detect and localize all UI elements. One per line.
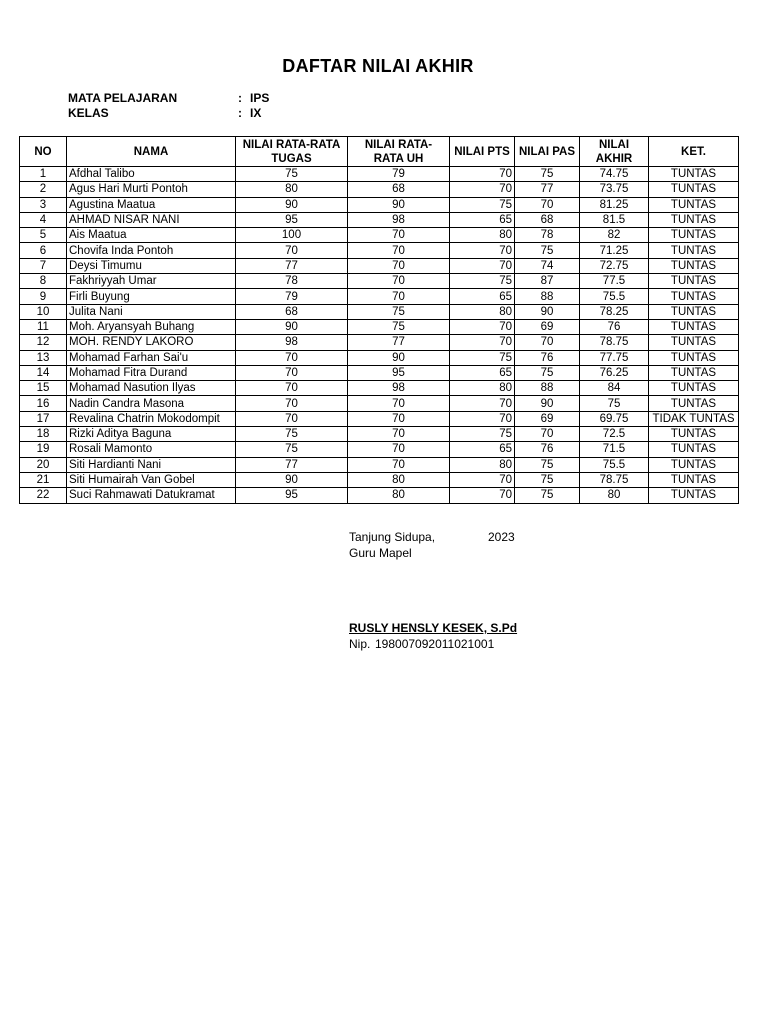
cell-ket: TUNTAS <box>649 258 739 273</box>
cell-no: 9 <box>20 289 67 304</box>
cell-ket: TUNTAS <box>649 243 739 258</box>
cell-nilai-uh: 70 <box>348 411 450 426</box>
cell-nilai-uh: 79 <box>348 167 450 182</box>
cell-nilai-akhir: 80 <box>580 488 649 503</box>
cell-nama: Fakhriyyah Umar <box>67 274 236 289</box>
meta-subject-label: MATA PELAJARAN <box>68 91 178 105</box>
table-row <box>20 457 739 472</box>
cell-nilai-pas: 88 <box>515 289 580 304</box>
meta-subject-value: IPS <box>250 91 270 105</box>
cell-nilai-tugas: 95 <box>236 488 348 503</box>
cell-no: 22 <box>20 488 67 503</box>
cell-nilai-akhir: 81.5 <box>580 212 649 227</box>
cell-nama: Moh. Aryansyah Buhang <box>67 319 236 334</box>
cell-nilai-tugas: 75 <box>236 167 348 182</box>
cell-nilai-tugas: 90 <box>236 472 348 487</box>
cell-ket: TUNTAS <box>649 365 739 380</box>
cell-nilai-akhir: 75.5 <box>580 457 649 472</box>
cell-nilai-pts: 75 <box>450 427 515 442</box>
table-row <box>20 212 739 227</box>
table-row <box>20 442 739 457</box>
signature-year: 2023 <box>488 530 515 544</box>
table-row <box>20 167 739 182</box>
cell-nilai-uh: 98 <box>348 212 450 227</box>
cell-nilai-pts: 70 <box>450 335 515 350</box>
cell-nilai-pts: 70 <box>450 319 515 334</box>
cell-nilai-pts: 80 <box>450 457 515 472</box>
cell-no: 8 <box>20 274 67 289</box>
cell-nilai-uh: 70 <box>348 243 450 258</box>
cell-ket: TUNTAS <box>649 319 739 334</box>
cell-nilai-pts: 65 <box>450 442 515 457</box>
cell-nama: Mohamad Fitra Durand <box>67 365 236 380</box>
cell-ket: TUNTAS <box>649 274 739 289</box>
cell-nilai-tugas: 79 <box>236 289 348 304</box>
cell-nama: Siti Humairah Van Gobel <box>67 472 236 487</box>
table-row <box>20 319 739 334</box>
table-row <box>20 335 739 350</box>
cell-nilai-uh: 77 <box>348 335 450 350</box>
cell-nilai-pts: 80 <box>450 381 515 396</box>
table-row <box>20 411 739 426</box>
cell-nilai-pts: 70 <box>450 411 515 426</box>
cell-nilai-tugas: 68 <box>236 304 348 319</box>
cell-nilai-tugas: 90 <box>236 197 348 212</box>
table-row <box>20 304 739 319</box>
table-row <box>20 243 739 258</box>
cell-nama: Mohamad Nasution Ilyas <box>67 381 236 396</box>
meta-class-value: IX <box>250 106 262 120</box>
cell-nilai-akhir: 78.75 <box>580 335 649 350</box>
header-nilai-uh: NILAI RATA-RATA UH <box>348 137 450 167</box>
cell-nilai-pas: 87 <box>515 274 580 289</box>
cell-no: 21 <box>20 472 67 487</box>
cell-nilai-pts: 75 <box>450 197 515 212</box>
cell-nilai-uh: 98 <box>348 381 450 396</box>
cell-nama: Rizki Aditya Baguna <box>67 427 236 442</box>
cell-nilai-uh: 90 <box>348 350 450 365</box>
cell-no: 18 <box>20 427 67 442</box>
header-nama: NAMA <box>67 137 236 167</box>
cell-no: 11 <box>20 319 67 334</box>
cell-nama: Mohamad Farhan Sai'u <box>67 350 236 365</box>
cell-nilai-uh: 75 <box>348 304 450 319</box>
cell-ket: TUNTAS <box>649 381 739 396</box>
cell-no: 6 <box>20 243 67 258</box>
table-row <box>20 396 739 411</box>
cell-nilai-akhir: 78.25 <box>580 304 649 319</box>
cell-nilai-uh: 80 <box>348 488 450 503</box>
cell-no: 16 <box>20 396 67 411</box>
cell-nilai-akhir: 71.25 <box>580 243 649 258</box>
signature-role: Guru Mapel <box>349 546 412 560</box>
cell-no: 20 <box>20 457 67 472</box>
cell-nilai-pts: 75 <box>450 274 515 289</box>
cell-nilai-pts: 70 <box>450 488 515 503</box>
table-row <box>20 289 739 304</box>
cell-no: 19 <box>20 442 67 457</box>
cell-nama: Ais Maatua <box>67 228 236 243</box>
cell-nilai-akhir: 77.75 <box>580 350 649 365</box>
signature-nip-label: Nip. <box>349 637 371 651</box>
cell-nilai-pas: 70 <box>515 335 580 350</box>
header-nilai-akhir: NILAI AKHIR <box>580 137 649 167</box>
cell-ket: TUNTAS <box>649 167 739 182</box>
cell-nilai-pas: 74 <box>515 258 580 273</box>
cell-nilai-akhir: 73.75 <box>580 182 649 197</box>
cell-nama: Revalina Chatrin Mokodompit <box>67 411 236 426</box>
cell-nama: Nadin Candra Masona <box>67 396 236 411</box>
cell-nilai-pts: 70 <box>450 258 515 273</box>
cell-nilai-pas: 70 <box>515 427 580 442</box>
cell-nilai-uh: 70 <box>348 396 450 411</box>
cell-nilai-pas: 75 <box>515 488 580 503</box>
cell-no: 2 <box>20 182 67 197</box>
table-row <box>20 350 739 365</box>
cell-nilai-pas: 70 <box>515 197 580 212</box>
cell-no: 13 <box>20 350 67 365</box>
cell-no: 12 <box>20 335 67 350</box>
cell-nilai-akhir: 72.5 <box>580 427 649 442</box>
cell-ket: TUNTAS <box>649 396 739 411</box>
cell-nama: AHMAD NISAR NANI <box>67 212 236 227</box>
cell-nilai-uh: 70 <box>348 258 450 273</box>
cell-nilai-akhir: 76.25 <box>580 365 649 380</box>
cell-nilai-akhir: 77.5 <box>580 274 649 289</box>
cell-nilai-pts: 65 <box>450 212 515 227</box>
table-row <box>20 427 739 442</box>
cell-no: 14 <box>20 365 67 380</box>
cell-nilai-pts: 70 <box>450 182 515 197</box>
cell-nilai-pas: 90 <box>515 304 580 319</box>
cell-nilai-tugas: 75 <box>236 442 348 457</box>
table-row <box>20 472 739 487</box>
meta-class-colon: : <box>238 106 242 120</box>
cell-nilai-tugas: 70 <box>236 243 348 258</box>
table-row <box>20 258 739 273</box>
table-row <box>20 197 739 212</box>
cell-nilai-pas: 88 <box>515 381 580 396</box>
cell-ket: TUNTAS <box>649 427 739 442</box>
cell-nilai-uh: 70 <box>348 427 450 442</box>
cell-nilai-tugas: 70 <box>236 350 348 365</box>
cell-nilai-uh: 90 <box>348 197 450 212</box>
signature-name: RUSLY HENSLY KESEK, S.Pd <box>349 621 518 635</box>
cell-nilai-pts: 80 <box>450 228 515 243</box>
cell-nilai-akhir: 72.75 <box>580 258 649 273</box>
cell-ket: TUNTAS <box>649 350 739 365</box>
cell-nilai-akhir: 69.75 <box>580 411 649 426</box>
cell-nilai-pts: 70 <box>450 243 515 258</box>
cell-ket: TIDAK TUNTAS <box>649 411 739 426</box>
cell-no: 7 <box>20 258 67 273</box>
cell-nama: Siti Hardianti Nani <box>67 457 236 472</box>
cell-nilai-pas: 77 <box>515 182 580 197</box>
table-row <box>20 228 739 243</box>
signature-nip-value: 198007092011021001 <box>375 637 495 651</box>
cell-no: 15 <box>20 381 67 396</box>
cell-nilai-uh: 70 <box>348 442 450 457</box>
document-title: DAFTAR NILAI AKHIR <box>282 56 474 76</box>
header-nilai-pts: NILAI PTS <box>450 137 515 167</box>
cell-nilai-tugas: 77 <box>236 457 348 472</box>
cell-nilai-pas: 75 <box>515 167 580 182</box>
cell-ket: TUNTAS <box>649 228 739 243</box>
header-ket: KET. <box>649 137 739 167</box>
cell-no: 10 <box>20 304 67 319</box>
cell-nama: Deysi Timumu <box>67 258 236 273</box>
table-row <box>20 365 739 380</box>
cell-ket: TUNTAS <box>649 182 739 197</box>
meta-subject-colon: : <box>238 91 242 105</box>
cell-no: 1 <box>20 167 67 182</box>
header-nilai-pas: NILAI PAS <box>515 137 580 167</box>
cell-nilai-uh: 70 <box>348 457 450 472</box>
cell-nilai-tugas: 98 <box>236 335 348 350</box>
cell-nama: MOH. RENDY LAKORO <box>67 335 236 350</box>
table-row <box>20 274 739 289</box>
cell-nilai-pas: 75 <box>515 472 580 487</box>
cell-ket: TUNTAS <box>649 488 739 503</box>
cell-nilai-tugas: 70 <box>236 396 348 411</box>
table-row <box>20 488 739 503</box>
cell-nilai-tugas: 70 <box>236 381 348 396</box>
cell-ket: TUNTAS <box>649 472 739 487</box>
table-header-row <box>20 137 739 167</box>
cell-nilai-pts: 65 <box>450 365 515 380</box>
cell-nilai-pas: 75 <box>515 457 580 472</box>
cell-nilai-tugas: 70 <box>236 411 348 426</box>
cell-nilai-uh: 75 <box>348 319 450 334</box>
cell-nilai-tugas: 78 <box>236 274 348 289</box>
cell-nilai-pts: 80 <box>450 304 515 319</box>
cell-nilai-tugas: 90 <box>236 319 348 334</box>
cell-nilai-uh: 80 <box>348 472 450 487</box>
cell-nilai-uh: 68 <box>348 182 450 197</box>
cell-nilai-tugas: 100 <box>236 228 348 243</box>
cell-nilai-pas: 68 <box>515 212 580 227</box>
cell-nilai-tugas: 77 <box>236 258 348 273</box>
cell-ket: TUNTAS <box>649 212 739 227</box>
cell-nilai-akhir: 76 <box>580 319 649 334</box>
cell-nilai-uh: 95 <box>348 365 450 380</box>
cell-no: 3 <box>20 197 67 212</box>
cell-ket: TUNTAS <box>649 457 739 472</box>
table-body <box>20 167 739 504</box>
cell-nilai-pas: 69 <box>515 319 580 334</box>
header-nilai-tugas: NILAI RATA-RATA TUGAS <box>236 137 348 167</box>
cell-nama: Afdhal Talibo <box>67 167 236 182</box>
cell-nilai-uh: 70 <box>348 228 450 243</box>
cell-nilai-pts: 70 <box>450 472 515 487</box>
cell-nilai-akhir: 84 <box>580 381 649 396</box>
cell-nilai-tugas: 80 <box>236 182 348 197</box>
cell-no: 17 <box>20 411 67 426</box>
cell-nama: Julita Nani <box>67 304 236 319</box>
cell-nama: Suci Rahmawati Datukramat <box>67 488 236 503</box>
cell-nilai-akhir: 75.5 <box>580 289 649 304</box>
cell-nilai-pts: 65 <box>450 289 515 304</box>
cell-nilai-akhir: 74.75 <box>580 167 649 182</box>
cell-nilai-tugas: 95 <box>236 212 348 227</box>
cell-nilai-pas: 76 <box>515 350 580 365</box>
cell-nilai-pas: 90 <box>515 396 580 411</box>
cell-nilai-akhir: 82 <box>580 228 649 243</box>
cell-nilai-pas: 76 <box>515 442 580 457</box>
cell-no: 5 <box>20 228 67 243</box>
cell-nilai-uh: 70 <box>348 289 450 304</box>
cell-ket: TUNTAS <box>649 335 739 350</box>
meta-class-label: KELAS <box>68 106 109 120</box>
grades-table <box>19 136 739 504</box>
cell-nilai-akhir: 78.75 <box>580 472 649 487</box>
cell-ket: TUNTAS <box>649 304 739 319</box>
cell-nilai-akhir: 75 <box>580 396 649 411</box>
cell-nilai-pas: 69 <box>515 411 580 426</box>
table-row <box>20 182 739 197</box>
cell-nilai-pts: 70 <box>450 396 515 411</box>
cell-nilai-pas: 75 <box>515 365 580 380</box>
cell-no: 4 <box>20 212 67 227</box>
signature-place: Tanjung Sidupa, <box>349 530 436 544</box>
cell-nama: Rosali Mamonto <box>67 442 236 457</box>
cell-ket: TUNTAS <box>649 197 739 212</box>
cell-ket: TUNTAS <box>649 442 739 457</box>
cell-nilai-pts: 70 <box>450 167 515 182</box>
cell-nama: Agustina Maatua <box>67 197 236 212</box>
cell-nama: Firli Buyung <box>67 289 236 304</box>
cell-nilai-tugas: 75 <box>236 427 348 442</box>
cell-nilai-pas: 78 <box>515 228 580 243</box>
cell-nilai-pas: 75 <box>515 243 580 258</box>
cell-nilai-pts: 75 <box>450 350 515 365</box>
cell-nilai-akhir: 81.25 <box>580 197 649 212</box>
cell-nama: Chovifa Inda Pontoh <box>67 243 236 258</box>
cell-nilai-uh: 70 <box>348 274 450 289</box>
cell-nilai-akhir: 71.5 <box>580 442 649 457</box>
table-row <box>20 381 739 396</box>
cell-nama: Agus Hari Murti Pontoh <box>67 182 236 197</box>
header-no: NO <box>20 137 67 167</box>
cell-ket: TUNTAS <box>649 289 739 304</box>
cell-nilai-tugas: 70 <box>236 365 348 380</box>
